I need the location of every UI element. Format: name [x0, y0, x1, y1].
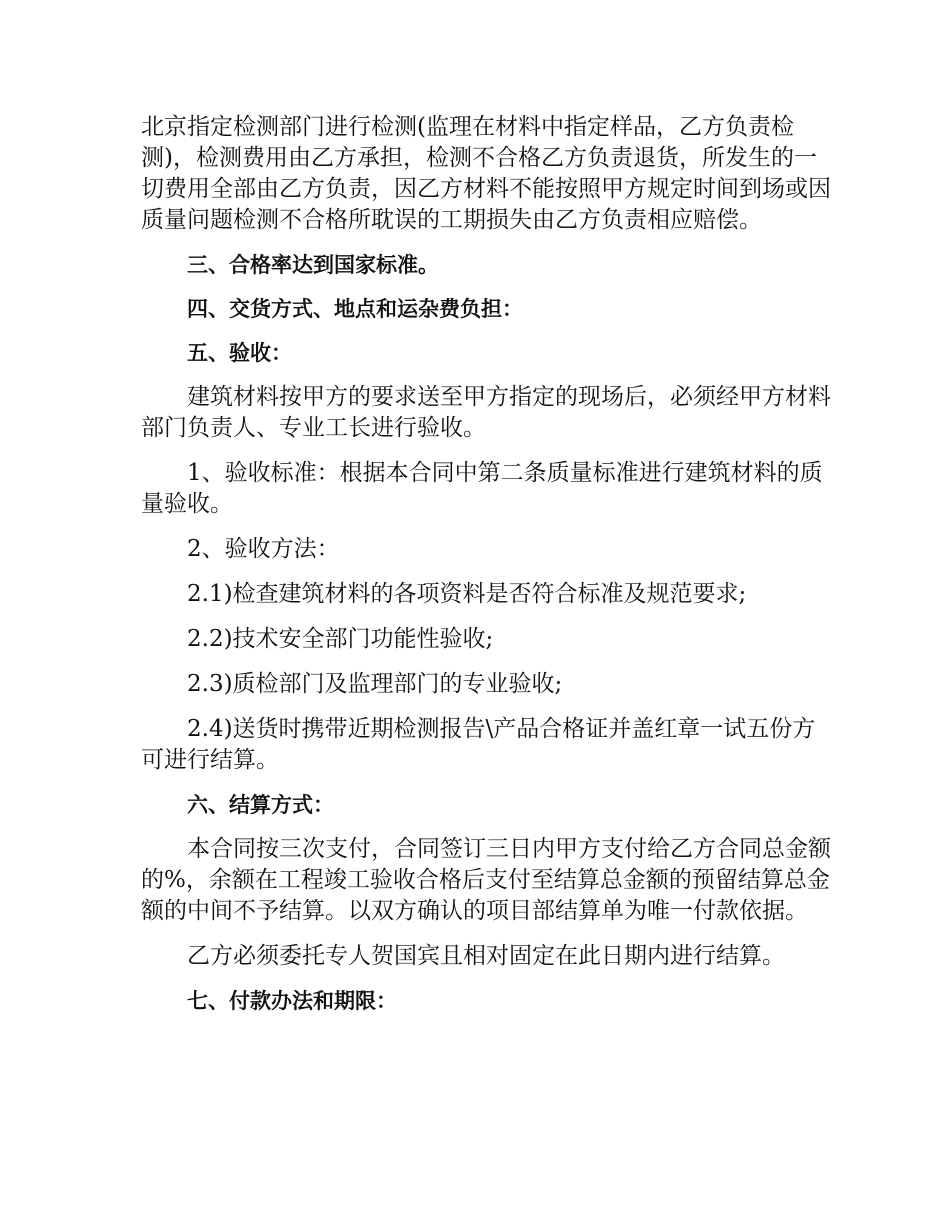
- list-item-2-2: 2.2)技术安全部门功能性验收;: [187, 626, 494, 652]
- paragraph-settlement-agent: 乙方必须委托专人贺国宾且相对固定在此日期内进行结算。: [187, 943, 785, 969]
- document-body: [141, 112, 831, 1030]
- list-item-2-4: 2.4)送货时携带近期检测报告\产品合格证并盖红章一试五份方可进行结算。: [141, 716, 816, 773]
- list-item-2-1: 2.1)检查建筑材料的各项资料是否符合标准及规范要求;: [187, 581, 747, 607]
- paragraph-acceptance-intro: 建筑材料按甲方的要求送至甲方指定的现场后，必须经甲方材料部门负责人、专业工长进行验收。: [141, 384, 831, 441]
- paragraph-settlement-method: 本合同按三次支付，合同签订三日内甲方支付给乙方合同总金额的%，余额在工程竣工验收合格后支付至结算总金额的预留结算总金额的中间不予结算。以双方确认的项目部结算单为唯一付款依据。: [141, 836, 831, 924]
- heading-section-7: 七、付款办法和期限：: [187, 989, 397, 1013]
- heading-section-6: 六、结算方式：: [187, 793, 334, 817]
- heading-section-5: 五、验收：: [187, 341, 292, 365]
- paragraph-acceptance-standard: 1、验收标准：根据本合同中第二条质量标准进行建筑材料的质量验收。: [141, 460, 823, 517]
- heading-section-4: 四、交货方式、地点和运杂费负担：: [187, 297, 523, 321]
- heading-section-3: 三、合格率达到国家标准。: [187, 253, 439, 277]
- paragraph-inspection-costs: 北京指定检测部门进行检测(监理在材料中指定样品，乙方负责检测)，检测费用由乙方承担，检测不合格乙方负责退货，所发生的一切费用全部由乙方负责，因乙方材料不能按照甲方规定时间到场或因质量问题检测不合格所耽误的工期损失由乙方负责相应赔偿。: [141, 114, 831, 233]
- paragraph-acceptance-method: 2、验收方法：: [187, 536, 340, 562]
- list-item-2-3: 2.3)质检部门及监理部门的专业验收;: [187, 671, 563, 697]
